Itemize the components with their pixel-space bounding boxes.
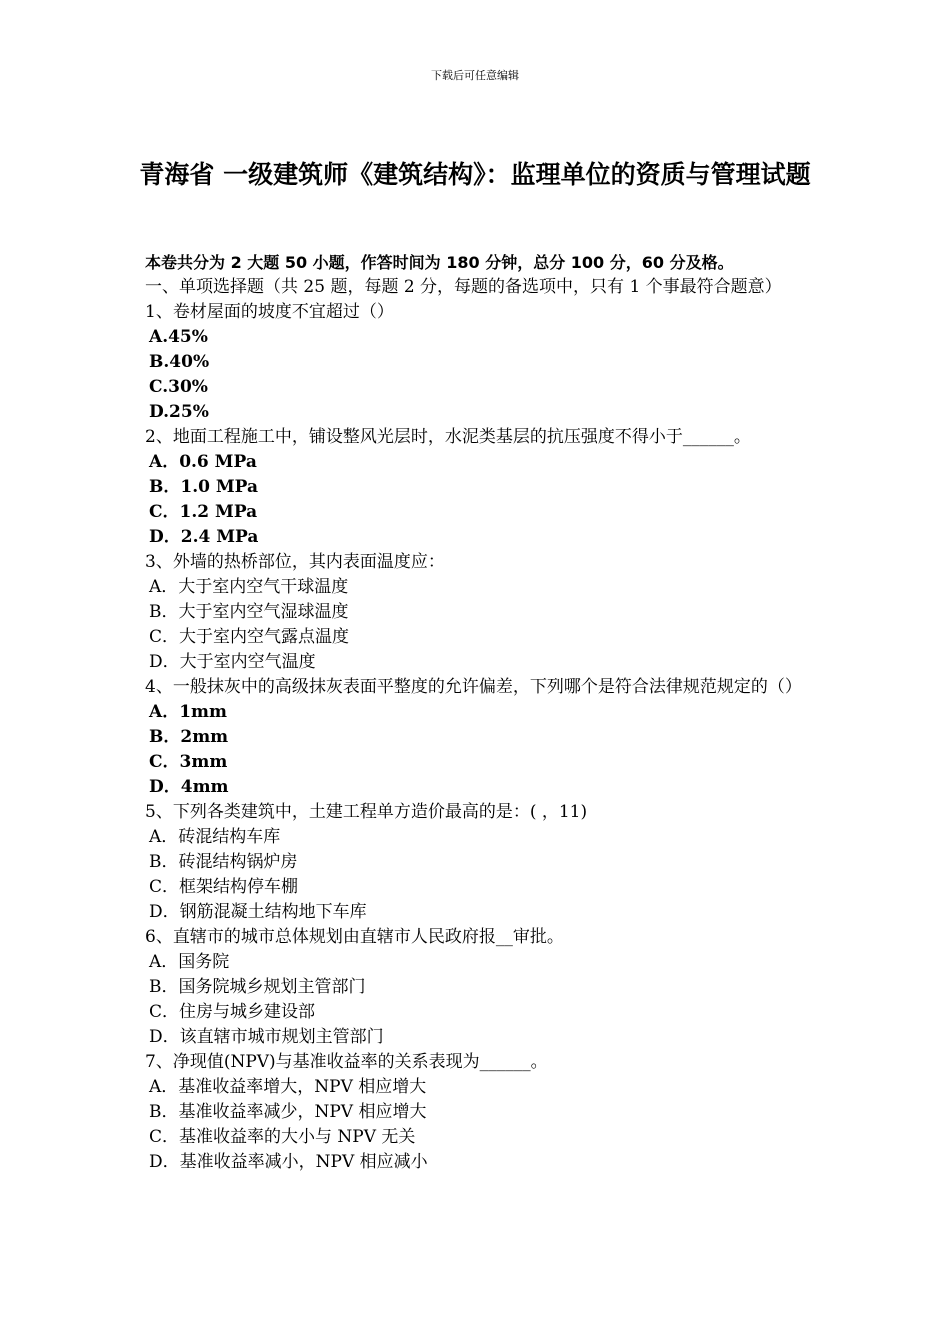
option-c: C．住房与城乡建设部 [149, 1002, 316, 1022]
option-a: A．砖混结构车库 [149, 827, 281, 847]
question-stem: 7、净现值(NPV)与基准收益率的关系表现为______。 [145, 1052, 548, 1072]
option-b: B.40% [149, 352, 210, 372]
option-c: C．大于室内空气露点温度 [149, 627, 350, 647]
question-6 [145, 925, 815, 1050]
header-note: 下载后可任意编辑 [431, 69, 519, 82]
option-d: D．大于室内空气温度 [149, 652, 316, 672]
option-b: B．2mm [149, 727, 229, 747]
question-7 [145, 1050, 815, 1175]
option-a: A．基准收益率增大，NPV 相应增大 [149, 1077, 427, 1097]
option-d: D．基准收益率减小，NPV 相应减小 [149, 1152, 428, 1172]
option-b: B．基准收益率减少，NPV 相应增大 [149, 1102, 427, 1122]
document-body [145, 250, 815, 1175]
option-a: A．0.6 MPa [149, 452, 257, 472]
option-d: D．2.4 MPa [149, 527, 259, 547]
option-a: A.45% [149, 327, 208, 347]
option-c: C.30% [149, 377, 208, 397]
option-c: C．3mm [149, 752, 228, 772]
document-title: 青海省 一级建筑师《建筑结构》：监理单位的资质与管理试题 [139, 160, 811, 189]
question-4 [145, 675, 815, 800]
option-b: B．砖混结构锅炉房 [149, 852, 298, 872]
option-a: A．1mm [149, 702, 227, 722]
option-c: C．基准收益率的大小与 NPV 无关 [149, 1127, 416, 1147]
option-c: C．框架结构停车棚 [149, 877, 299, 897]
question-5 [145, 800, 815, 925]
option-d: D．4mm [149, 777, 229, 797]
exam-intro: 本卷共分为 2 大题 50 小题，作答时间为 180 分钟，总分 100 分，60 分及格。 [145, 253, 734, 272]
option-b: B．1.0 MPa [149, 477, 259, 497]
question-3 [145, 550, 815, 675]
option-d: D．钢筋混凝土结构地下车库 [149, 902, 367, 922]
question-1 [145, 300, 815, 425]
question-stem: 3、外墙的热桥部位，其内表面温度应： [145, 552, 445, 572]
question-2 [145, 425, 815, 550]
option-c: C．1.2 MPa [149, 502, 258, 522]
question-stem: 5、下列各类建筑中，土建工程单方造价最高的是：( ，11) [145, 802, 588, 822]
option-b: B．国务院城乡规划主管部门 [149, 977, 366, 997]
option-d: D.25% [149, 402, 209, 422]
option-b: B．大于室内空气湿球温度 [149, 602, 349, 622]
question-stem: 4、一般抹灰中的高级抹灰表面平整度的允许偏差，下列哪个是符合法律规范规定的（） [145, 677, 802, 697]
question-stem: 6、直辖市的城市总体规划由直辖市人民政府报__审批。 [145, 927, 564, 947]
option-d: D．该直辖市城市规划主管部门 [149, 1027, 384, 1047]
question-stem: 1、卷材屋面的坡度不宜超过（） [145, 302, 394, 322]
option-a: A．大于室内空气干球温度 [149, 577, 349, 597]
option-a: A．国务院 [149, 952, 230, 972]
section-heading: 一、单项选择题（共 25 题，每题 2 分，每题的备选项中，只有 1 个事最符合题意） [145, 277, 782, 297]
question-stem: 2、地面工程施工中，铺设整风光层时，水泥类基层的抗压强度不得小于______。 [145, 427, 751, 447]
